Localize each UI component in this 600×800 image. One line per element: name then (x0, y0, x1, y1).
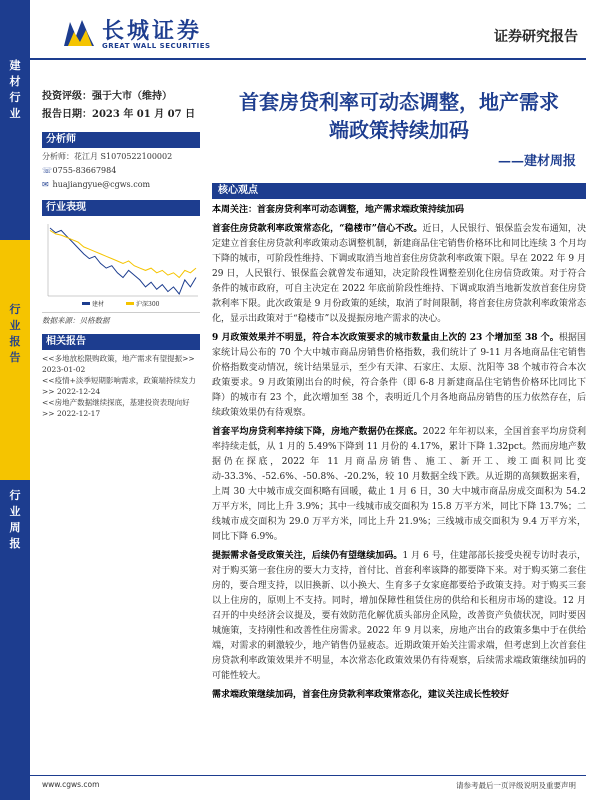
footer-disclaimer: 请参考最后一页评级说明及重要声明 (456, 781, 576, 790)
analyst-phone: 0755-83667984 (52, 166, 117, 175)
analyst-section-header: 分析师 (42, 132, 200, 148)
company-logo (62, 14, 262, 54)
side-label-industry: 建 材 行 业 (9, 59, 21, 120)
analyst-phone-row (42, 164, 200, 178)
legend-series-b: 沪深300 (136, 301, 160, 308)
paragraph-2 (212, 331, 586, 421)
paragraph-3 (212, 425, 586, 545)
related-reports-list (42, 353, 200, 419)
paragraph-1-body: 近日，人民银行、银保监会发布通知，决定建立首套住房贷款利率政策动态调整机制，新建商品住宅销售价格环比和同比连续 3 个月均下降的城市，可阶段性维持、下调或取消当地首套住房贷款利率政策下限。早在 2022 年 9 月 29 日，人民银行、银保监会就曾发布通知，决定阶段性调整差别化住房信贷政策。对于符合条件的城市政府，可自主决定在 2022 年底前阶段性维持、下调或取消当地新发放首套住房贷款利率下限。此次政策是 9 月份政策的延续，取消了时间限制，将首套住房贷款利率政策常态化，显示出政策对于“稳楼市”以及提振房地产需求的决心。 (212, 224, 586, 324)
related-report-item[interactable]: <<房地产数据继续探底，基建投资表现向好>> 2022-12-17 (42, 398, 190, 418)
analyst-email-row (42, 178, 200, 192)
performance-chart (42, 220, 200, 310)
left-sidebar (42, 88, 200, 419)
side-label-weekly: 行 业 周 报 (9, 489, 21, 550)
report-type-label: 证券研究报告 (494, 29, 578, 45)
paragraph-2-body: 根据国家统计局公布的 70 个大中城市商品房销售价格指数，我们统计了 9-11 月各地商品住宅销售价格指数变动情况，统计结果显示，至少有天津、石家庄、太原、沈阳等 38 个城市符合本次政策要求。9 月政策刚出台的时候，符合条件（即 6-8 月新建商品住宅销售价格环比同比下降）的城市有 23 个，此次增加至 38 个，表明近几个月各地商品房销售的压力依然存在，后续政策效果仍有待观察。 (212, 333, 586, 418)
performance-section-header: 行业表现 (42, 200, 200, 216)
paragraph-1 (212, 222, 586, 327)
investment-rating: 投资评级：强于大市（维持） (42, 91, 172, 102)
series-line-1 (50, 228, 196, 294)
mail-icon: ✉ (42, 180, 49, 189)
analyst-email[interactable]: huajiangyue@cgws.com (52, 180, 151, 189)
paragraph-4-lead: 提振需求备受政策关注，后续仍有望继续加码。 (212, 551, 403, 561)
paragraph-3-lead: 首套平均房贷利率持续下降，房地产数据仍在探底。 (212, 427, 423, 437)
series-line-2 (50, 230, 196, 277)
legend-series-a: 建材 (92, 301, 105, 308)
related-reports-header: 相关报告 (42, 334, 200, 350)
report-title-line1: 首套房贷利率可动态调整，地产需求 (239, 90, 559, 114)
paragraph-3-body: 2022 年年初以来，全国首套平均房贷利率持续走低，从 1 月的 5.49%下降到 11 月份的 4.17%，累计下降 1.32pct。然而房地产数据仍在探底，2022 年 11 月商品房销售、施工、新开工、竣工面积同比变动-33.3%、-52.6%、-50.8%、-20.2%，较 10 月数据全线下跌。从近期的高频数据来看，上周 30 大中城市成交面积略有回暖，截止 1 月 6 日，30 大中城市商品房成交面积为 54.2 万平方米，同比上升 3.9%；其中一线城市成交面积为 15.8 万平方米，同比下降 13.7%；二线城市成交面积为 29.0 万平方米，同比上升 21.9%；三线城市成交面积为 9.4 万平方米，同比下降 6.9%。 (212, 427, 586, 542)
focus-text: 首套房贷利率可动态调整，地产需求端政策持续加码 (257, 205, 465, 215)
report-title (212, 88, 586, 144)
weekly-focus (212, 203, 586, 218)
great-wall-logo-icon (62, 16, 96, 50)
paragraph-5-lead: 需求端政策继续加码，首套住房贷款利率政策常态化，建议关注成长性较好 (212, 690, 510, 700)
footer-divider (30, 775, 586, 776)
chart-legend (82, 300, 160, 308)
paragraph-1-lead: 首套住房贷款利率政策常态化，“稳楼市”信心不改。 (212, 224, 423, 234)
footer-website[interactable]: www.cgws.com (42, 780, 100, 789)
logo-chinese-name: 长城证券 (102, 19, 203, 44)
related-report-item[interactable]: <<多地放松限购政策，地产需求有望提振>> 2023-01-02 (42, 354, 195, 374)
core-view-header: 核心观点 (212, 183, 586, 199)
focus-label: 本周关注： (212, 205, 258, 215)
report-title-line2: 端政策持续加码 (329, 118, 469, 142)
chart-source: 数据来源：贝格数据 (42, 312, 200, 326)
performance-line-chart (42, 220, 200, 310)
header-divider (30, 58, 586, 60)
paragraph-5 (212, 688, 586, 703)
report-date: 报告日期：2023 年 01 月 07 日 (42, 109, 196, 120)
paragraph-2-lead: 9 月政策效果并不明显，符合本次政策要求的城市数量由上次的 23 个增加至 38 个。 (212, 333, 559, 343)
paragraph-4-body: 1 月 6 号，住建部部长接受央视专访时表示，对于购买第一套住房的要大力支持，首付比、首套利率该降的都要降下来。对于购买第二套住房的，要合理支持，以旧换新、以小换大、生育多子女家庭都要给予政策支持。对于购买三套以上住房的，原则上不支持。同时，增加保障性租赁住房的供给和长租房市场的建设。12 月召开的中央经济会议提及，要有效防范化解优质头部房企风险，改善资产负债状况，同时要因城施策，支持刚性和改善性住房需求。2022 年 9 月以来，房地产出台的政策多集中于在供给端，对需求的刺激较少，地产销售仍显疲态。近期政策开始关注需求端，但考虑到上次首套住房贷款利率政策效果并不明显，本次常态化政策效果仍有待观察，后续需求端政策继续加码的可能性较大。 (212, 551, 586, 681)
analyst-name: 分析师：花江月 S1070522100002 (42, 152, 173, 161)
analyst-info (42, 150, 200, 192)
report-subtitle: ——建材周报 (497, 154, 576, 169)
side-label-report-type: 行 业 报 告 (9, 303, 21, 364)
main-content (212, 88, 586, 703)
related-report-item[interactable]: <<疫情+淡季短期影响需求，政策端持续发力>> 2022-12-24 (42, 376, 196, 396)
logo-english-name: GREAT WALL SECURITIES (102, 42, 211, 50)
paragraph-4 (212, 549, 586, 684)
phone-icon: ☏ (42, 166, 53, 175)
